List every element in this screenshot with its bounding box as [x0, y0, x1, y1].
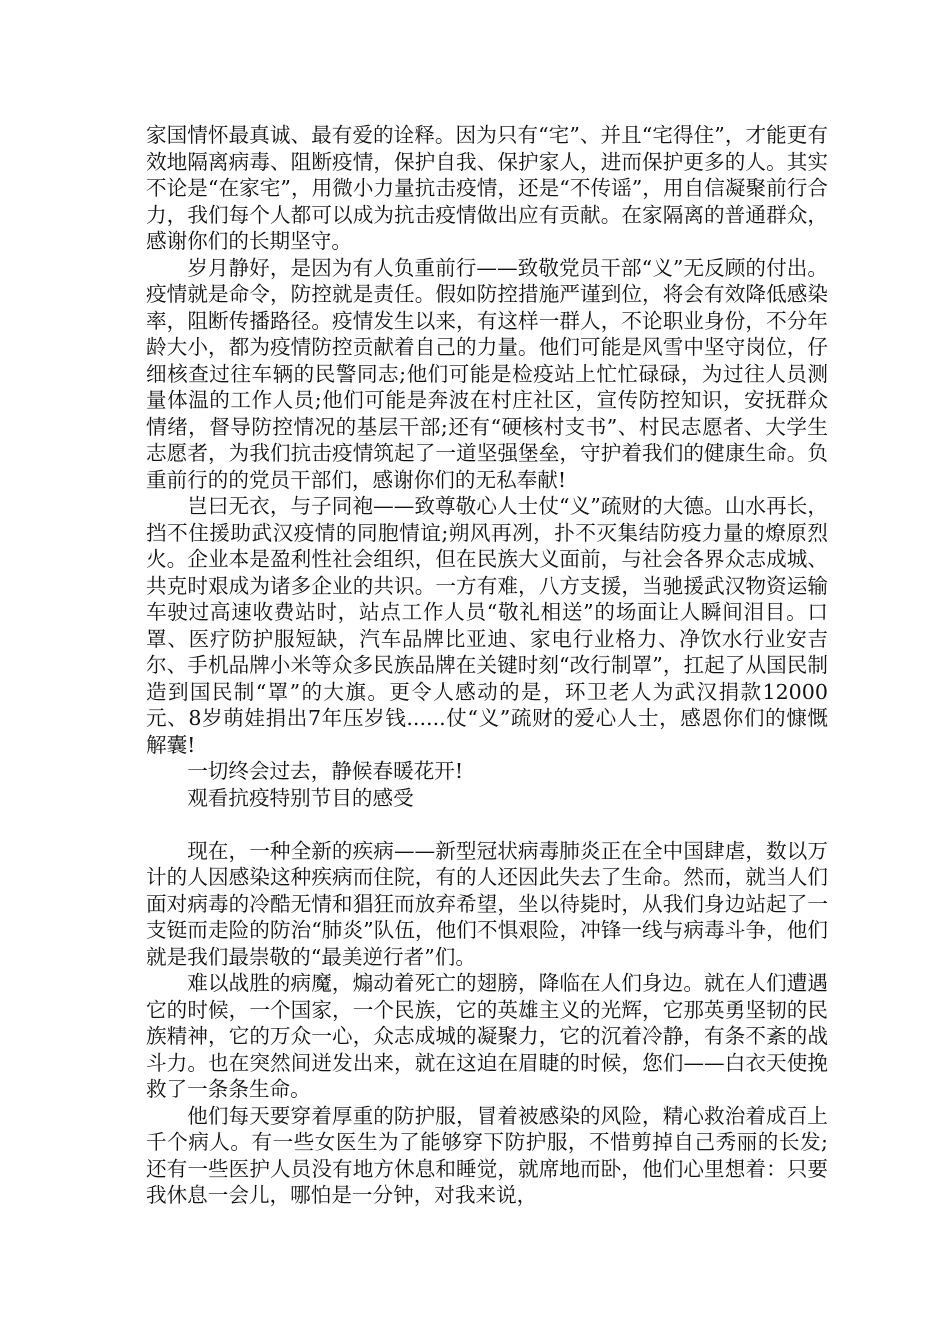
paragraph-7: 他们每天要穿着厚重的防护服，冒着被感染的风险，精心救治着成百上千个病人。有一些女医生为了能够穿下防护服，不惜剪掉自己秀丽的长发;还有一些医护人员没有地方休息和睡觉，就席地而卧，他们心里想着：只要我休息一会儿，哪怕是一分钟，对我来说，	[146, 1103, 828, 1207]
paragraph-5: 现在，一种全新的疾病——新型冠状病毒肺炎正在全中国肆虐，数以万计的人因感染这种疾病而住院，有的人还因此失去了生命。然而，就当人们面对病毒的冷酷无情和猖狂而放弃希望，坐以待毙时，从我们身边站起了一支铤而走险的防治“肺炎”队伍，他们不惧艰险，冲锋一线与病毒斗争，他们就是我们最崇敬的“最美逆行者”们。	[146, 838, 828, 969]
paragraph-3: 岂曰无衣，与子同袍——致尊敬心人士仗“义”疏财的大德。山水再长，挡不住援助武汉疫情的同胞情谊;朔风再冽，扑不灭集结防疫力量的燎原烈火。企业本是盈利性社会组织，但在民族大义面前，与社会各界众志成城、共克时艰成为诸多企业的共识。一方有难，八方支援，当驰援武汉物资运输车驶过高速收费站时，站点工作人员“敬礼相送”的场面让人瞬间泪目。口罩、医疗防护服短缺，汽车品牌比亚迪、家电行业格力、净饮水行业安吉尔、手机品牌小米等众多民族品牌在关键时刻“改行制罩”，扛起了从国民制造到国民制“罩”的大旗。更令人感动的是，环卫老人为武汉捐款12000元、8岁萌娃捐出7年压岁钱......仗“义”疏财的爱心人士，感恩你们的慷慨解囊!	[146, 494, 828, 757]
section-title: 观看抗疫特别节目的感受	[187, 785, 414, 810]
paragraph-1: 家国情怀最真诚、最有爱的诠释。因为只有“宅”、并且“宅得住”，才能更有效地隔离病毒、阻断疫情，保护自我、保护家人，进而保护更多的人。其实不论是“在家宅”，用微小力量抗击疫情，还是“不传谣”，用自信凝聚前行合力，我们每个人都可以成为抗击疫情做出应有贡献。在家隔离的普通群众，感谢你们的长期坚守。	[146, 123, 828, 253]
document-body	[146, 122, 828, 1209]
paragraph-4: 一切终会过去，静候春暖花开!	[187, 759, 464, 783]
paragraph-2: 岁月静好，是因为有人负重前行——致敬党员干部“义”无反顾的付出。疫情就是命令，防控就是责任。假如防控措施严谨到位，将会有效降低感染率，阻断传播路径。疫情发生以来，有这样一群人，不论职业身份，不分年龄大小，都为疫情防控贡献着自己的力量。他们可能是风雪中坚守岗位，仔细核查过往车辆的民警同志;他们可能是检疫站上忙忙碌碌，为过往人员测量体温的工作人员;他们可能是奔波在村庄社区，宣传防控知识，安抚群众情绪，督导防控情况的基层干部;还有“硬核村支书”、村民志愿者、大学生志愿者，为我们抗击疫情筑起了一道坚强堡垒，守护着我们的健康生命。负重前行的的党员干部们，感谢你们的无私奉献!	[146, 255, 828, 492]
paragraph-6: 难以战胜的病魔，煽动着死亡的翅膀，降临在人们身边。就在人们遭遇它的时候，一个国家，一个民族，它的英雄主义的光辉，它那英勇坚韧的民族精神，它的万众一心，众志成城的凝聚力，它的沉着冷静，有条不紊的战斗力。也在突然间迸发出来，就在这迫在眉睫的时候，您们——白衣天使挽救了一条条生命。	[146, 971, 828, 1101]
blank-line	[146, 811, 828, 838]
